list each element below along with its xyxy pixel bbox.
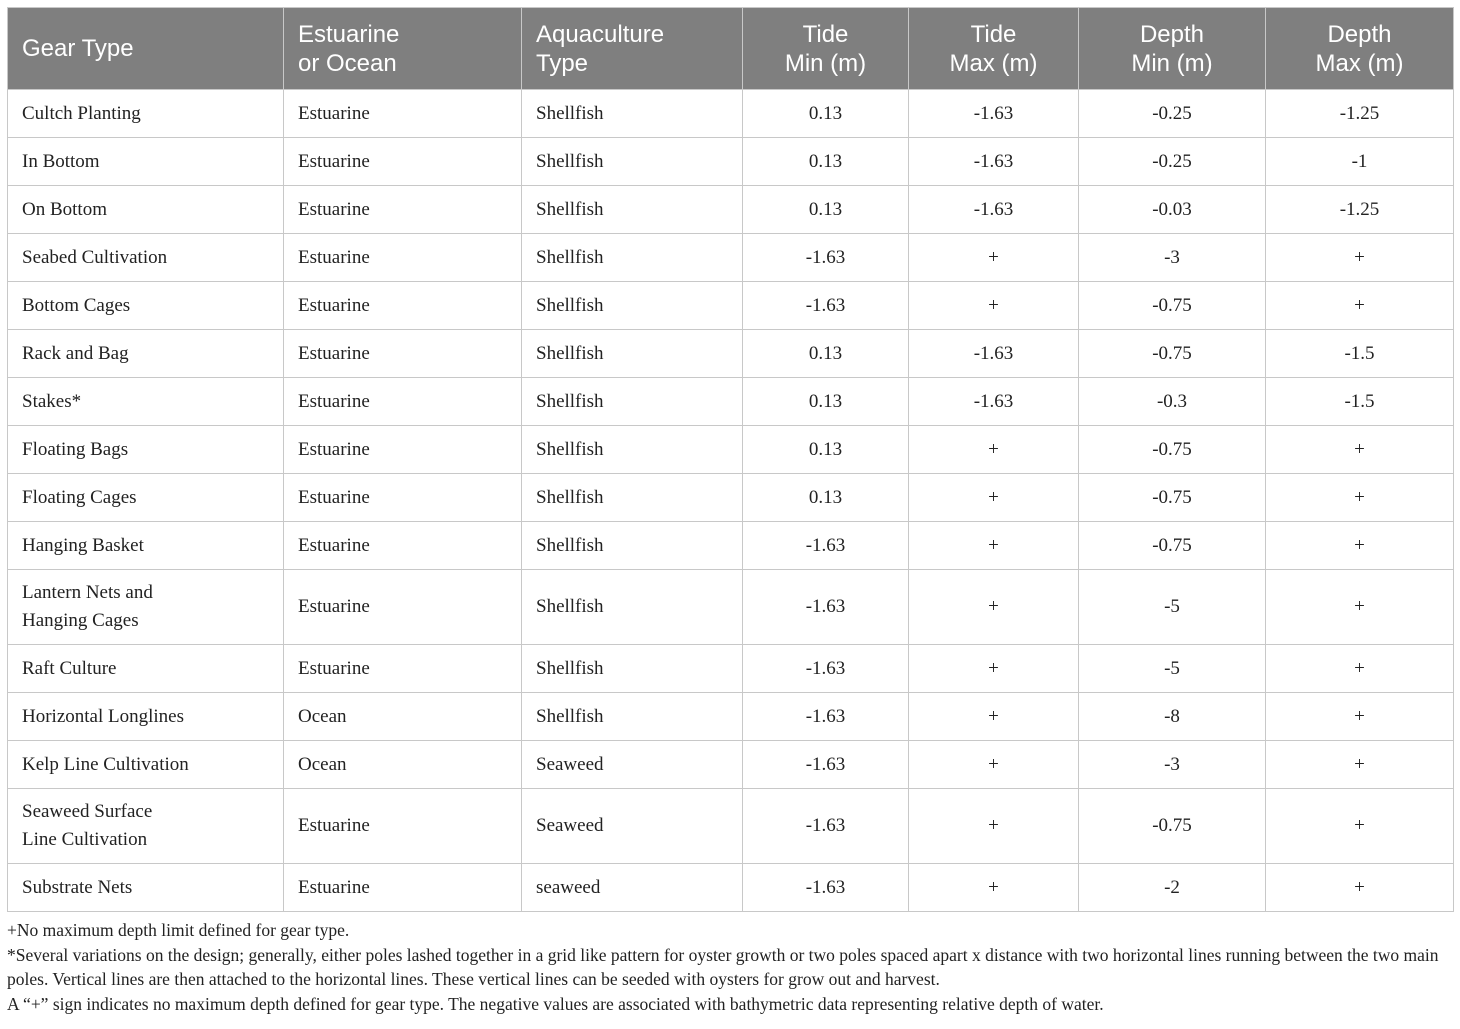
gear-type-cell xyxy=(8,234,284,282)
depth-min-cell: -5 xyxy=(1079,570,1266,645)
depth-min-cell: -0.75 xyxy=(1079,474,1266,522)
tide-max-cell: -1.63 xyxy=(909,186,1079,234)
environment-cell: Estuarine xyxy=(284,570,522,645)
gear-type-text: Cultch Planting xyxy=(22,102,141,124)
tide-max-cell: -1.63 xyxy=(909,138,1079,186)
depth-min-cell: -5 xyxy=(1079,645,1266,693)
tide-min-cell: -1.63 xyxy=(743,741,909,789)
tide-min-cell: 0.13 xyxy=(743,138,909,186)
environment-cell: Estuarine xyxy=(284,789,522,864)
gear-type-text: Bottom Cages xyxy=(22,294,131,316)
aquaculture-type-cell: Shellfish xyxy=(522,90,743,138)
aquaculture-type-cell: Shellfish xyxy=(522,186,743,234)
gear-type-cell xyxy=(8,330,284,378)
environment-cell: Estuarine xyxy=(284,138,522,186)
column-header-text: Min (m) xyxy=(1131,49,1213,77)
gear-type-table xyxy=(7,7,1454,912)
environment-cell: Estuarine xyxy=(284,90,522,138)
tide-min-cell: 0.13 xyxy=(743,474,909,522)
aquaculture-type-cell: Shellfish xyxy=(522,426,743,474)
tide-max-cell: + xyxy=(909,741,1079,789)
gear-type-text: Hanging Cages xyxy=(22,610,139,631)
footnote: A “+” sign indicates no maximum depth defined for gear type. The negative values are associated with bathymetric data representing relative depth of water. xyxy=(7,993,1104,1014)
environment-cell: Estuarine xyxy=(284,186,522,234)
gear-type-cell xyxy=(8,90,284,138)
gear-type-cell xyxy=(8,474,284,522)
tide-max-cell: + xyxy=(909,789,1079,864)
table-row xyxy=(8,138,1454,186)
tide-max-cell: -1.63 xyxy=(909,378,1079,426)
table-row xyxy=(8,741,1454,789)
gear-type-text: Line Cultivation xyxy=(22,829,148,850)
environment-cell: Estuarine xyxy=(284,645,522,693)
table-row xyxy=(8,378,1454,426)
depth-max-cell: + xyxy=(1266,864,1454,912)
depth-min-cell: -0.75 xyxy=(1079,522,1266,570)
column-header-text: Aquaculture xyxy=(536,20,665,48)
environment-cell: Estuarine xyxy=(284,234,522,282)
tide-min-cell: 0.13 xyxy=(743,378,909,426)
aquaculture-type-cell: Shellfish xyxy=(522,693,743,741)
aquaculture-type-cell: seaweed xyxy=(522,864,743,912)
gear-type-cell xyxy=(8,282,284,330)
column-header-text: Type xyxy=(536,49,589,77)
gear-type-text: Seaweed Surface xyxy=(22,801,153,822)
column-header-text: Depth xyxy=(1139,20,1205,48)
table-row xyxy=(8,789,1454,864)
column-header-environment xyxy=(284,8,522,90)
environment-cell: Ocean xyxy=(284,693,522,741)
aquaculture-type-cell: Shellfish xyxy=(522,645,743,693)
tide-min-cell: -1.63 xyxy=(743,789,909,864)
depth-min-cell: -0.03 xyxy=(1079,186,1266,234)
table-body xyxy=(8,90,1454,912)
gear-type-text: Kelp Line Cultivation xyxy=(22,753,189,775)
tide-max-cell: + xyxy=(909,282,1079,330)
column-header-text: Tide xyxy=(802,20,849,48)
aquaculture-type-cell: Shellfish xyxy=(522,522,743,570)
gear-type-cell xyxy=(8,789,284,864)
tide-min-cell: -1.63 xyxy=(743,234,909,282)
aquaculture-type-cell: Shellfish xyxy=(522,234,743,282)
depth-min-cell: -0.75 xyxy=(1079,789,1266,864)
footnote: +No maximum depth limit defined for gear type. xyxy=(7,920,350,940)
gear-type-text: On Bottom xyxy=(22,198,107,220)
tide-min-cell: 0.13 xyxy=(743,330,909,378)
table-row xyxy=(8,90,1454,138)
table-container xyxy=(7,7,1453,1016)
depth-min-cell: -3 xyxy=(1079,234,1266,282)
aquaculture-type-cell: Shellfish xyxy=(522,138,743,186)
gear-type-text: Floating Bags xyxy=(22,438,129,460)
depth-max-cell: + xyxy=(1266,282,1454,330)
environment-cell: Estuarine xyxy=(284,522,522,570)
gear-type-text: Floating Cages xyxy=(22,486,137,508)
tide-min-cell: -1.63 xyxy=(743,522,909,570)
environment-cell: Estuarine xyxy=(284,282,522,330)
table-row xyxy=(8,645,1454,693)
gear-type-cell xyxy=(8,378,284,426)
table-row xyxy=(8,186,1454,234)
gear-type-cell xyxy=(8,864,284,912)
aquaculture-type-cell: Shellfish xyxy=(522,474,743,522)
column-header-text: Estuarine xyxy=(298,20,400,48)
depth-min-cell: -0.3 xyxy=(1079,378,1266,426)
tide-max-cell: + xyxy=(909,474,1079,522)
tide-max-cell: + xyxy=(909,234,1079,282)
tide-max-cell: + xyxy=(909,645,1079,693)
gear-type-text: Seabed Cultivation xyxy=(22,246,168,268)
column-header-gear-type xyxy=(8,8,284,90)
tide-max-cell: + xyxy=(909,570,1079,645)
environment-cell: Estuarine xyxy=(284,378,522,426)
column-header-tide-max xyxy=(909,8,1079,90)
table-footnotes xyxy=(7,918,1453,1016)
aquaculture-type-cell: Shellfish xyxy=(522,282,743,330)
gear-type-cell xyxy=(8,426,284,474)
tide-min-cell: 0.13 xyxy=(743,186,909,234)
gear-type-cell xyxy=(8,570,284,645)
environment-cell: Estuarine xyxy=(284,474,522,522)
column-header-aquaculture-type xyxy=(522,8,743,90)
environment-cell: Ocean xyxy=(284,741,522,789)
depth-max-cell: + xyxy=(1266,474,1454,522)
column-header-text: Gear Type xyxy=(22,35,134,62)
footnote: *Several variations on the design; generally, either poles lashed together in a grid like pattern for oyster growth or two poles spaced apart x distance with two horizontal lines running between the two main poles. Vertical lines are then attached to the horizontal lines. These vertical lines can be seeded with oysters for grow out and harvest. xyxy=(7,944,1439,989)
gear-type-text: Rack and Bag xyxy=(22,342,129,364)
depth-min-cell: -0.25 xyxy=(1079,138,1266,186)
column-header-text: or Ocean xyxy=(298,49,397,77)
tide-min-cell: -1.63 xyxy=(743,864,909,912)
column-header-text: Tide xyxy=(970,20,1017,48)
depth-max-cell: -1.5 xyxy=(1266,330,1454,378)
tide-min-cell: -1.63 xyxy=(743,570,909,645)
tide-min-cell: 0.13 xyxy=(743,90,909,138)
depth-min-cell: -2 xyxy=(1079,864,1266,912)
depth-max-cell: + xyxy=(1266,789,1454,864)
depth-max-cell: -1.25 xyxy=(1266,90,1454,138)
tide-min-cell: -1.63 xyxy=(743,693,909,741)
aquaculture-type-cell: Shellfish xyxy=(522,330,743,378)
tide-max-cell: -1.63 xyxy=(909,90,1079,138)
tide-min-cell: -1.63 xyxy=(743,645,909,693)
depth-max-cell: + xyxy=(1266,570,1454,645)
depth-max-cell: + xyxy=(1266,426,1454,474)
tide-max-cell: + xyxy=(909,693,1079,741)
gear-type-text: Stakes* xyxy=(22,390,82,412)
depth-max-cell: + xyxy=(1266,522,1454,570)
column-header-text: Max (m) xyxy=(949,49,1038,77)
aquaculture-type-cell: Seaweed xyxy=(522,741,743,789)
header-row xyxy=(8,8,1454,90)
column-header-tide-min xyxy=(743,8,909,90)
depth-min-cell: -0.75 xyxy=(1079,426,1266,474)
gear-type-cell xyxy=(8,138,284,186)
depth-max-cell: + xyxy=(1266,645,1454,693)
table-row xyxy=(8,234,1454,282)
depth-min-cell: -8 xyxy=(1079,693,1266,741)
gear-type-cell xyxy=(8,693,284,741)
depth-max-cell: + xyxy=(1266,693,1454,741)
gear-type-cell xyxy=(8,522,284,570)
tide-max-cell: + xyxy=(909,522,1079,570)
depth-min-cell: -0.25 xyxy=(1079,90,1266,138)
gear-type-cell xyxy=(8,186,284,234)
column-header-text: Max (m) xyxy=(1315,49,1404,77)
column-header-text: Min (m) xyxy=(784,49,867,77)
gear-type-cell xyxy=(8,741,284,789)
table-row xyxy=(8,522,1454,570)
table-row xyxy=(8,330,1454,378)
environment-cell: Estuarine xyxy=(284,330,522,378)
depth-max-cell: -1.25 xyxy=(1266,186,1454,234)
gear-type-text: Horizontal Longlines xyxy=(22,705,184,727)
column-header-depth-max xyxy=(1266,8,1454,90)
tide-min-cell: -1.63 xyxy=(743,282,909,330)
column-header-text: Depth xyxy=(1327,20,1392,48)
aquaculture-type-cell: Seaweed xyxy=(522,789,743,864)
table-row xyxy=(8,570,1454,645)
gear-type-cell xyxy=(8,645,284,693)
table-row xyxy=(8,426,1454,474)
tide-min-cell: 0.13 xyxy=(743,426,909,474)
environment-cell: Estuarine xyxy=(284,864,522,912)
tide-max-cell: + xyxy=(909,426,1079,474)
aquaculture-type-cell: Shellfish xyxy=(522,570,743,645)
tide-max-cell: + xyxy=(909,864,1079,912)
column-header-depth-min xyxy=(1079,8,1266,90)
depth-max-cell: + xyxy=(1266,741,1454,789)
depth-max-cell: -1 xyxy=(1266,138,1454,186)
table-row xyxy=(8,693,1454,741)
gear-type-text: Raft Culture xyxy=(22,657,117,679)
gear-type-text: In Bottom xyxy=(22,150,100,172)
depth-min-cell: -3 xyxy=(1079,741,1266,789)
tide-max-cell: -1.63 xyxy=(909,330,1079,378)
depth-min-cell: -0.75 xyxy=(1079,330,1266,378)
table-row xyxy=(8,864,1454,912)
table-row xyxy=(8,282,1454,330)
depth-max-cell: -1.5 xyxy=(1266,378,1454,426)
depth-min-cell: -0.75 xyxy=(1079,282,1266,330)
table-header xyxy=(8,8,1454,90)
environment-cell: Estuarine xyxy=(284,426,522,474)
gear-type-text: Hanging Basket xyxy=(22,534,144,556)
aquaculture-type-cell: Shellfish xyxy=(522,378,743,426)
table-row xyxy=(8,474,1454,522)
depth-max-cell: + xyxy=(1266,234,1454,282)
gear-type-text: Lantern Nets and xyxy=(22,582,153,603)
gear-type-text: Substrate Nets xyxy=(22,876,133,898)
